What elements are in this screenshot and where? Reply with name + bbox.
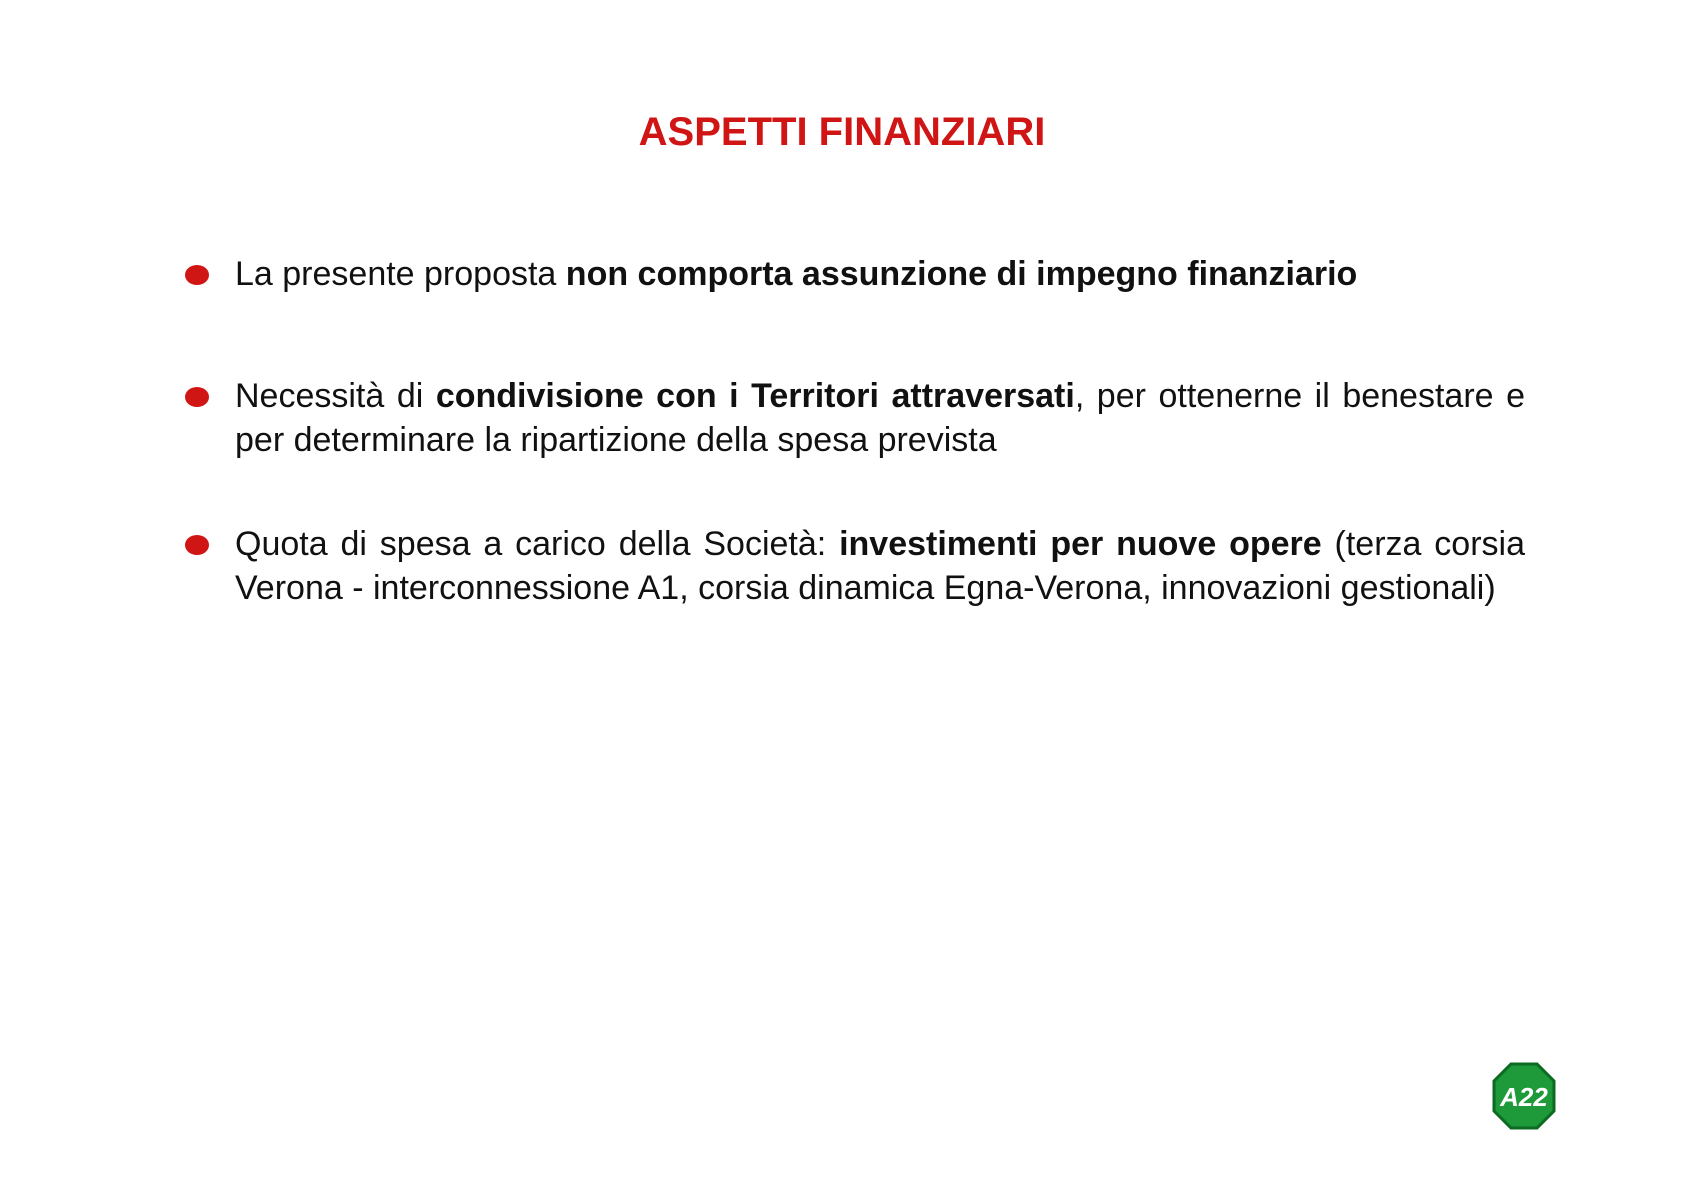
bullet-text-bold: condivisione con i Territori attraversati (435, 377, 1075, 415)
bullet-text-part: , per ottenerne il benestare e per determinare la ripartizione della spesa prevista (235, 377, 1525, 459)
a22-logo-svg (1492, 1062, 1556, 1130)
bullet-text-part: Quota di spesa a carico della Società: (235, 525, 840, 563)
logo-text: A22 (1500, 1082, 1548, 1112)
bullet-text-part: (terza corsia Verona - interconnessione A1, corsia dinamica Egna-Verona, innovazioni gestionali) (235, 525, 1525, 607)
bullet-text-bold: investimenti per nuove opere (839, 525, 1322, 563)
slide-title: ASPETTI FINANZIARI (638, 110, 1046, 154)
bullet-dot-icon (185, 535, 209, 555)
bullet-item (185, 374, 1525, 462)
bullet-item (185, 522, 1525, 610)
bullet-list (185, 252, 1525, 610)
bullet-text-part: Necessità di (235, 377, 436, 415)
bullet-item (185, 252, 1525, 296)
bullet-text-part: La presente proposta (235, 255, 566, 293)
a22-logo-icon (1492, 1062, 1556, 1130)
bullet-dot-icon (185, 265, 209, 285)
bullet-text-bold: non comporta assunzione di impegno finanziario (565, 255, 1358, 293)
bullet-dot-icon (185, 387, 209, 407)
